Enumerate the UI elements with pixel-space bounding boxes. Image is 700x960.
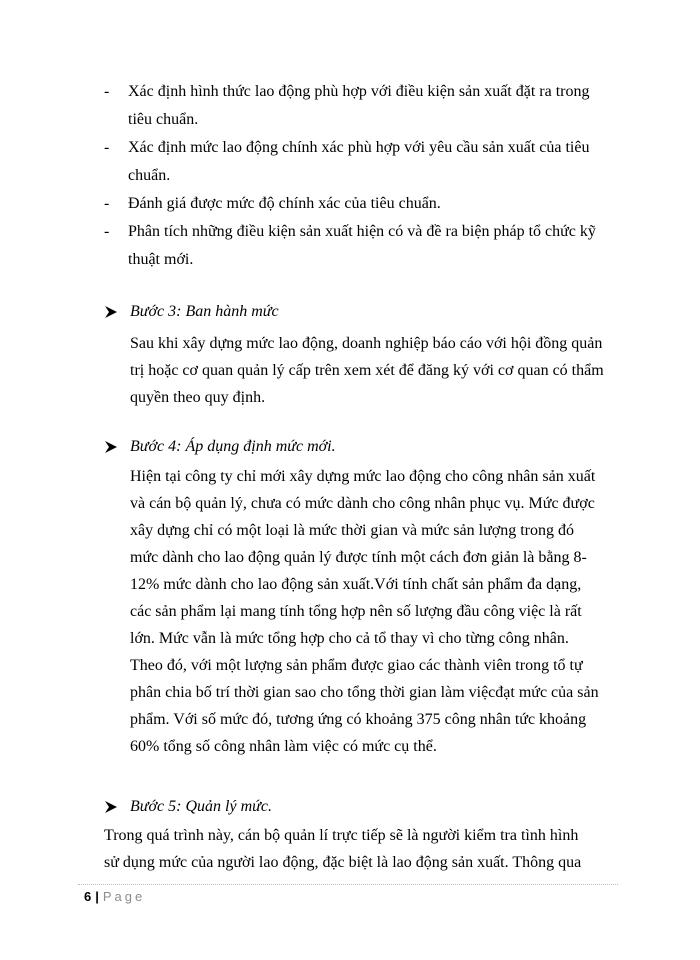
- page-number: 6: [84, 889, 92, 904]
- paragraph-line: phân chia bố trí thời gian sao cho tổng thời gian làm việcđạt mức của sản: [130, 684, 599, 701]
- section-heading: Bước 3: Ban hành mức: [130, 303, 279, 320]
- bullet-line: thuật mới.: [128, 251, 194, 268]
- bullet-line: Đánh giá được mức độ chính xác của tiêu chuẩn.: [128, 195, 441, 212]
- paragraph-line: 60% tổng số công nhân làm việc có mức cụ thể.: [130, 738, 437, 755]
- footer-divider: [78, 884, 618, 885]
- paragraph-line: và cán bộ quản lý, chưa có mức dành cho công nhân phục vụ. Mức được: [130, 495, 595, 512]
- bullet-line: chuẩn.: [128, 167, 171, 184]
- page-label: Page: [102, 889, 146, 904]
- bullet-line: Xác định mức lao động chính xác phù hợp với yêu cầu sản xuất của tiêu: [128, 139, 590, 156]
- paragraph-line: quyền theo quy định.: [130, 389, 266, 406]
- paragraph-line: phẩm. Với số mức đó, tương ứng có khoảng 375 công nhân tức khoảng: [130, 711, 587, 728]
- bullet-marker: -: [104, 195, 110, 212]
- bullet-line: Xác định hình thức lao động phù hợp với điều kiện sản xuất đặt ra trong: [128, 83, 590, 100]
- footer-separator: |: [95, 889, 99, 904]
- arrowhead-bullet-icon: [104, 440, 118, 454]
- section-heading: Bước 5: Quản lý mức.: [130, 798, 272, 815]
- paragraph-line: lớn. Mức vẫn là mức tổng hợp cho cả tổ thay vì cho từng công nhân.: [130, 630, 569, 647]
- page-footer: [84, 889, 145, 905]
- paragraph-line: sử dụng mức của người lao động, đặc biệt là lao động sản xuất. Thông qua: [104, 854, 582, 871]
- paragraph-line: xây dựng chỉ có một loại là mức thời gian và mức sản lượng trong đó: [130, 522, 574, 539]
- bullet-marker: -: [104, 83, 110, 100]
- paragraph-line: Hiện tại công ty chỉ mới xây dựng mức lao động cho công nhân sản xuất: [130, 468, 596, 485]
- paragraph-line: mức dành cho lao động quản lý được tính một cách đơn giản là bằng 8-: [130, 549, 587, 566]
- paragraph-line: Theo đó, với một lượng sản phẩm được giao các thành viên trong tổ tự: [130, 657, 583, 674]
- bullet-marker: -: [104, 223, 110, 240]
- paragraph-line: trị hoặc cơ quan quản lý cấp trên xem xét để đăng ký với cơ quan có thẩm: [130, 362, 604, 379]
- section-heading: Bước 4: Áp dụng định mức mới.: [130, 438, 336, 455]
- bullet-line: tiêu chuẩn.: [128, 111, 199, 128]
- arrowhead-bullet-icon: [104, 305, 118, 319]
- paragraph-line: Trong quá trình này, cán bộ quản lí trực tiếp sẽ là người kiểm tra tình hình: [104, 827, 579, 844]
- paragraph-line: Sau khi xây dựng mức lao động, doanh nghiệp báo cáo với hội đồng quản: [130, 335, 603, 352]
- paragraph-line: 12% mức dành cho lao động sản xuất.Với tính chất sản phẩm đa dạng,: [130, 576, 582, 593]
- paragraph-line: các sản phẩm lại mang tính tổng hợp nên số lượng đầu công việc là rất: [130, 603, 582, 620]
- arrowhead-bullet-icon: [104, 800, 118, 814]
- bullet-marker: -: [104, 139, 110, 156]
- bullet-line: Phân tích những điều kiện sản xuất hiện có và đề ra biện pháp tổ chức kỹ: [128, 223, 596, 240]
